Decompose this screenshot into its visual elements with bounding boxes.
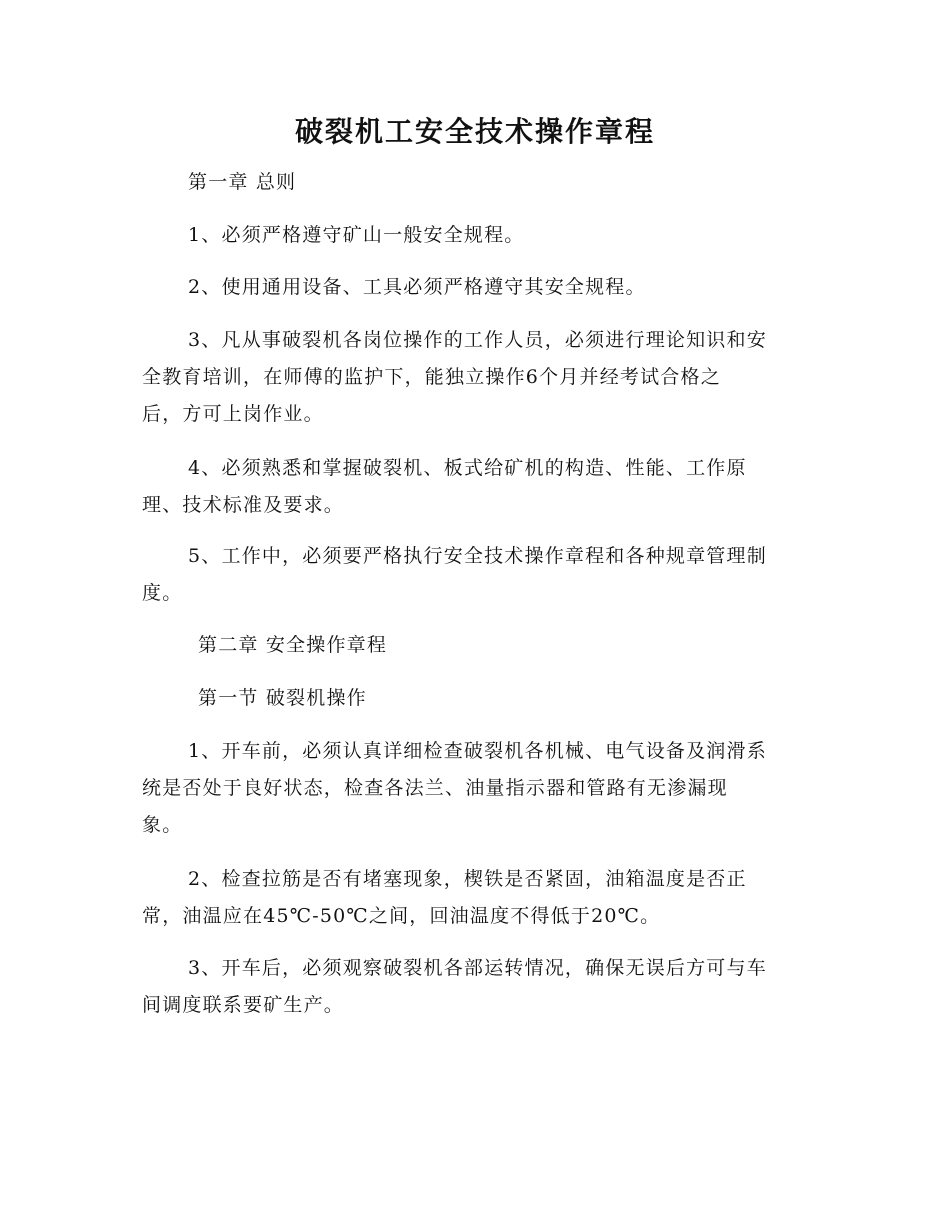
paragraph-rule-1 xyxy=(142,217,812,254)
chapter-heading-safety xyxy=(142,627,812,664)
paragraph-rule-3 xyxy=(142,322,812,433)
paragraph-line: 3、开车后，必须观察破裂机各部运转情况，确保无误后方可与车 xyxy=(188,957,767,979)
paragraph-line: 第一节 破裂机操作 xyxy=(198,687,367,709)
paragraph-line: 第一章 总则 xyxy=(188,171,297,193)
section-heading-crusher xyxy=(142,680,812,717)
paragraph-line: 2、检查拉筋是否有堵塞现象，楔铁是否紧固，油箱温度是否正 xyxy=(188,868,747,890)
paragraph-line: 间调度联系要矿生产。 xyxy=(142,994,345,1016)
chapter-heading-general xyxy=(142,164,812,201)
paragraph-line: 全教育培训，在师傅的监护下，能独立操作6个月并经考试合格之 xyxy=(142,366,721,388)
paragraph-line: 象。 xyxy=(142,814,183,836)
paragraph-line: 统是否处于良好状态，检查各法兰、油量指示器和管路有无渗漏现 xyxy=(142,777,728,799)
paragraph-line: 5、工作中，必须要严格执行安全技术操作章程和各种规章管理制 xyxy=(188,545,767,567)
paragraph-step-2 xyxy=(142,861,812,935)
paragraph-rule-5 xyxy=(142,538,812,612)
paragraph-step-1 xyxy=(142,733,812,844)
paragraph-line: 第二章 安全操作章程 xyxy=(198,634,388,656)
document-title: 破裂机工安全技术操作章程 xyxy=(294,115,655,148)
paragraph-line: 2、使用通用设备、工具必须严格遵守其安全规程。 xyxy=(188,276,646,298)
paragraph-line: 1、开车前，必须认真详细检查破裂机各机械、电气设备及润滑系 xyxy=(188,740,767,762)
paragraph-line: 度。 xyxy=(142,582,183,604)
paragraph-line: 后，方可上岗作业。 xyxy=(142,403,324,425)
paragraph-line: 理、技术标准及要求。 xyxy=(142,494,345,516)
paragraph-line: 4、必须熟悉和掌握破裂机、板式给矿机的构造、性能、工作原 xyxy=(188,457,747,479)
paragraph-rule-2 xyxy=(142,269,812,306)
paragraph-rule-4 xyxy=(142,450,812,524)
paragraph-line: 3、凡从事破裂机各岗位操作的工作人员，必须进行理论知识和安 xyxy=(188,329,767,351)
paragraph-line: 常，油温应在45℃-50℃之间，回油温度不得低于20℃。 xyxy=(142,905,661,927)
paragraph-step-3 xyxy=(142,950,812,1024)
paragraph-line: 1、必须严格遵守矿山一般安全规程。 xyxy=(188,224,525,246)
